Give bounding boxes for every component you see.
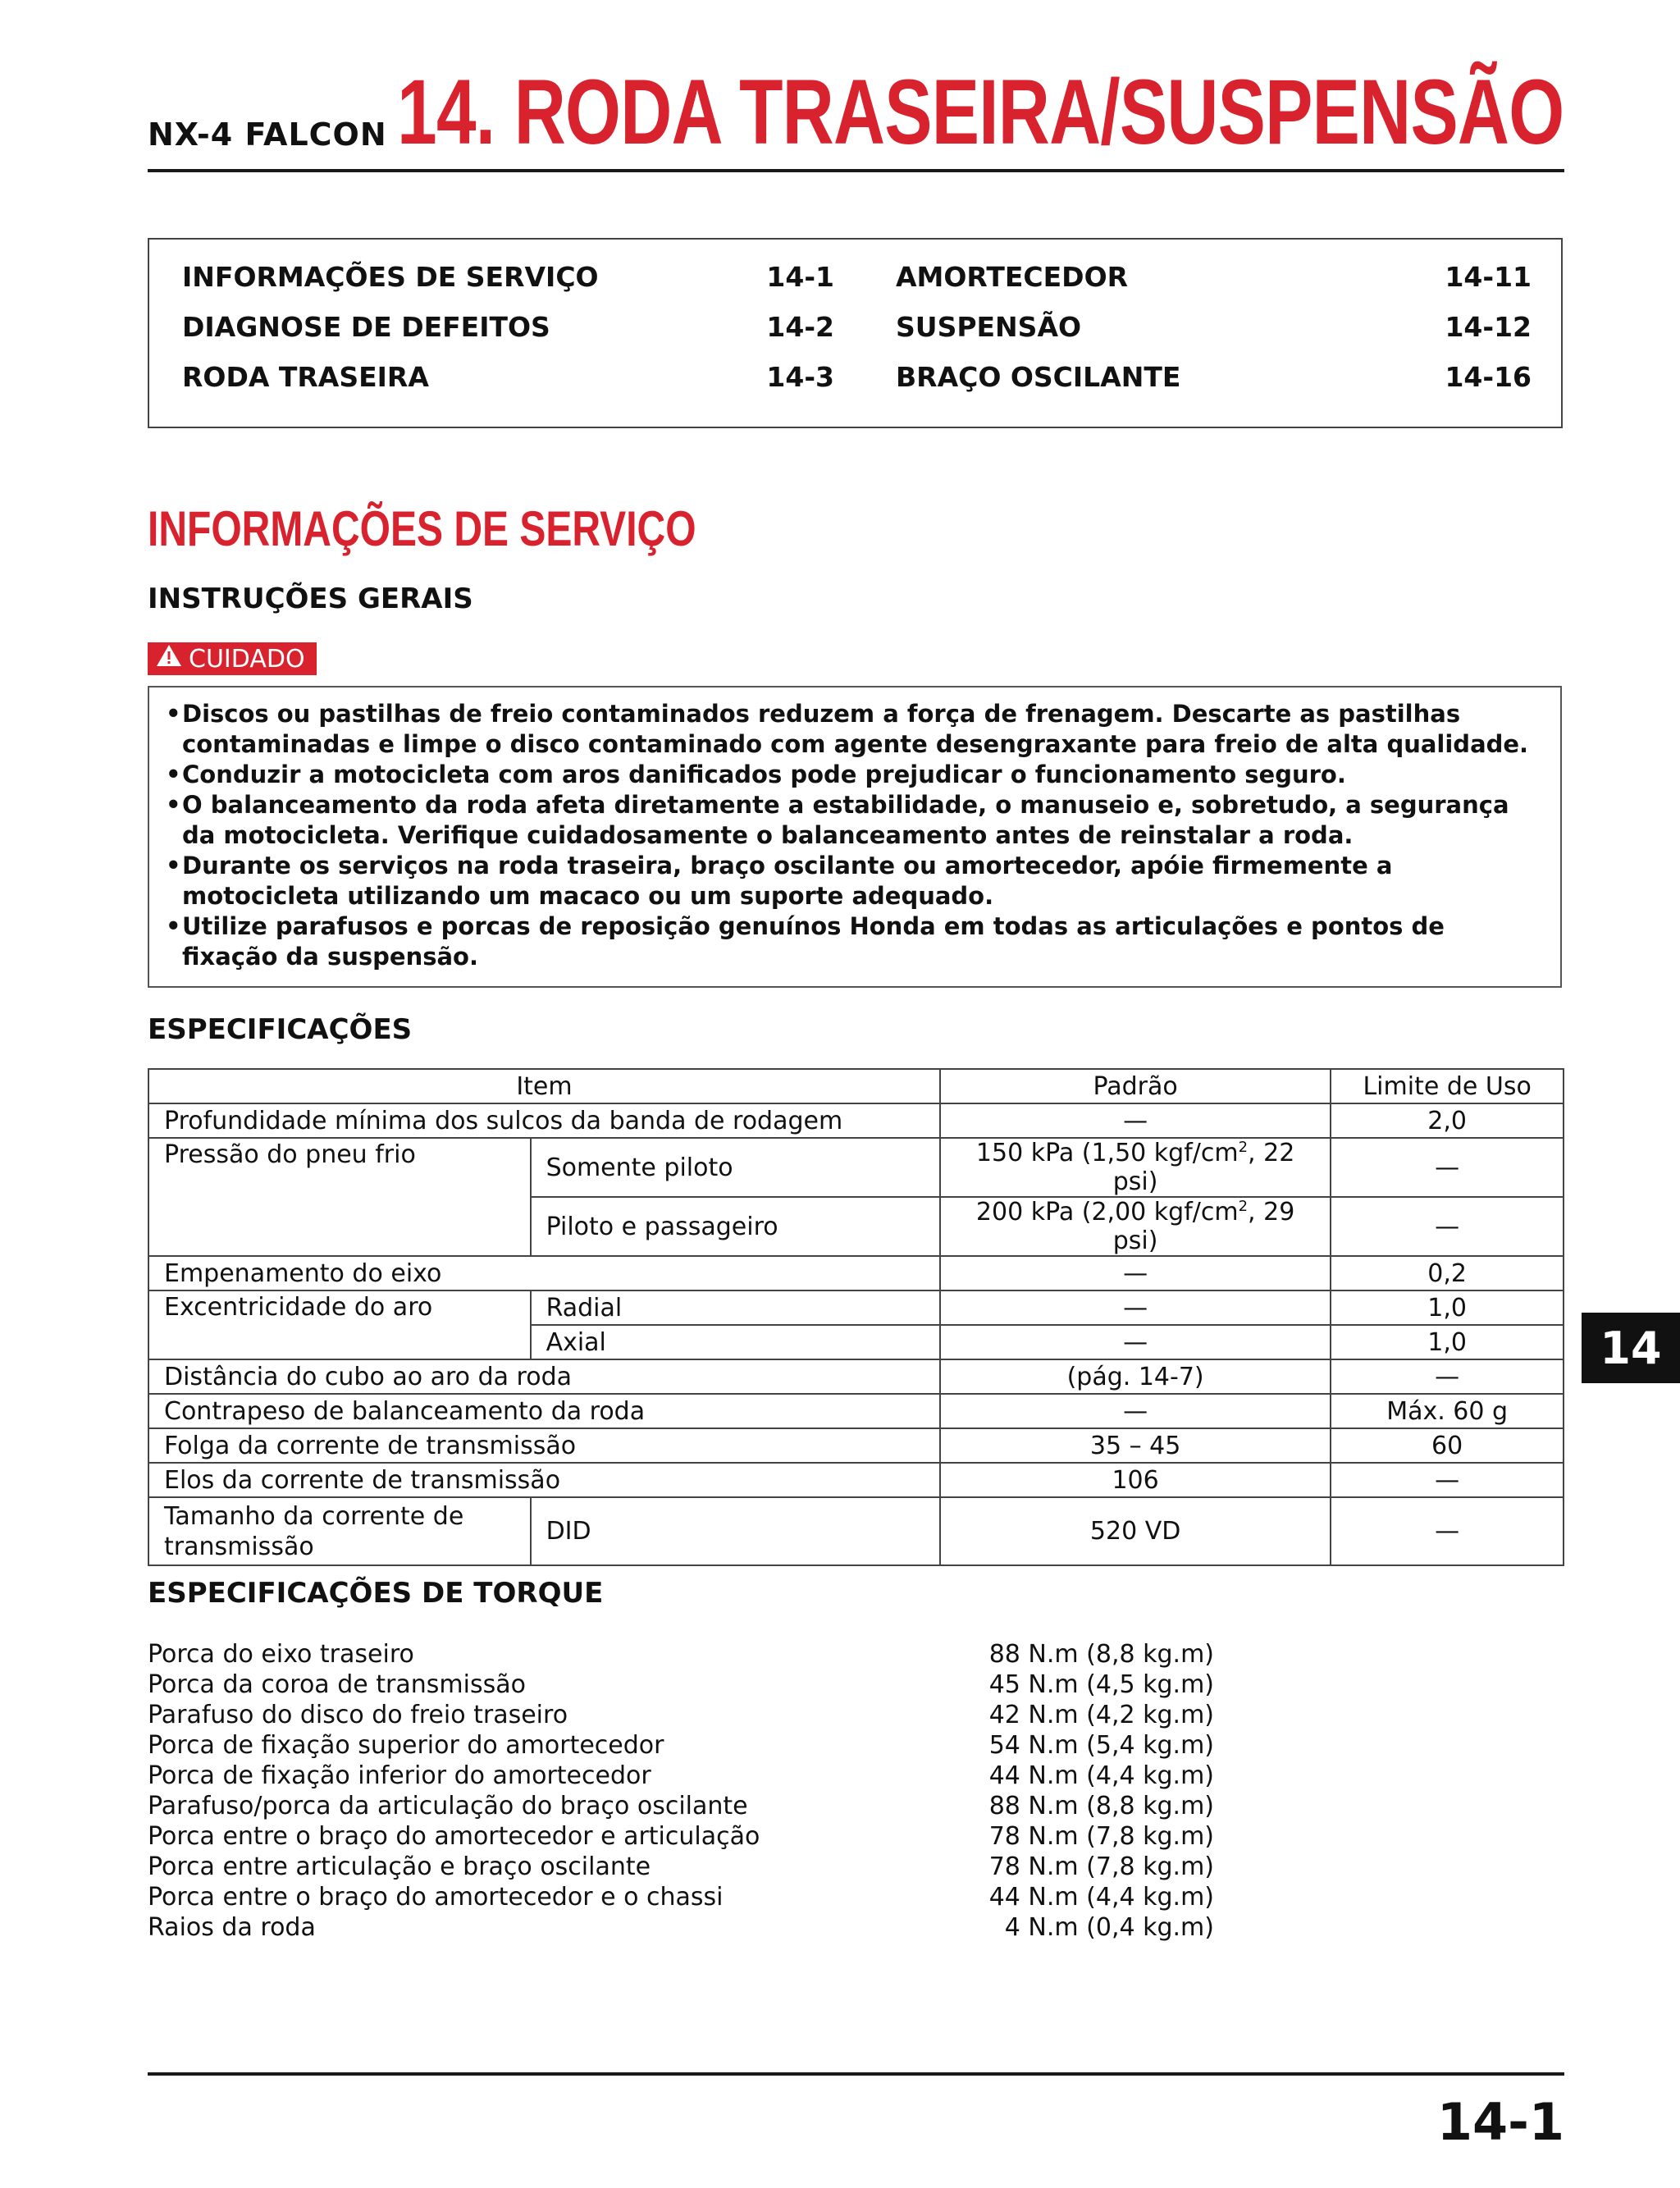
torque-value: 42 N.m (4,2 kg.m) [988, 1701, 1214, 1729]
model-name: NX-4 FALCON [148, 116, 387, 153]
toc-entry[interactable] [182, 311, 834, 361]
specifications-table [148, 1068, 1564, 1566]
toc-right-column [896, 261, 1532, 411]
caution-item-text: Utilize parafusos e porcas de reposição genuínos Honda em todas as articulações e pontos de fixação da suspensão. [182, 912, 1445, 971]
cell-limit: 2,0 [1331, 1103, 1564, 1138]
caution-item: • Conduzir a motocicleta com aros danificados pode prejudicar o funcionamento seguro. [166, 760, 1536, 790]
page-number: 14-1 [1436, 2092, 1564, 2152]
toc-entry-label: RODA TRASEIRA [182, 361, 429, 393]
toc-entry[interactable] [182, 361, 834, 411]
list-item [148, 1821, 1214, 1852]
toc-entry-page: 14-16 [1445, 361, 1532, 393]
caution-item-text: Discos ou pastilhas de freio contaminados reduzem a força de frenagem. Descarte as pastilhas contaminadas e limpe o disco contaminado com agente desengraxante para freio de alta qualidade. [182, 700, 1529, 758]
toc-entry-page: 14-2 [766, 311, 834, 343]
toc-entry-page: 14-1 [766, 261, 834, 293]
header-divider [148, 169, 1564, 172]
cell-standard: 200 kPa (2,00 kgf/$cm^2$, 29 psi) [940, 1197, 1331, 1256]
table-row [148, 1138, 1564, 1197]
table-row [148, 1497, 1564, 1565]
cell-limit: — [1331, 1197, 1564, 1256]
cell-limit: 1,0 [1331, 1290, 1564, 1325]
cell-subitem: Radial [531, 1290, 940, 1325]
list-item [148, 1639, 1214, 1670]
caution-item: • O balanceamento da roda afeta diretamente a estabilidade, o manuseio e, sobretudo, a segurança da motocicleta. Verifique cuidadosamente o balanceamento antes de reinstalar a roda. [166, 790, 1536, 851]
torque-label: Porca do eixo traseiro [148, 1640, 414, 1669]
cell-item: Profundidade mínima dos sulcos da banda de rodagem [148, 1103, 940, 1138]
torque-label: Parafuso/porca da articulação do braço oscilante [148, 1792, 748, 1820]
table-row [148, 1463, 1564, 1497]
list-item [148, 1912, 1214, 1943]
torque-value: 78 N.m (7,8 kg.m) [988, 1822, 1214, 1851]
caution-item: • Utilize parafusos e porcas de reposição genuínos Honda em todas as articulações e pontos de fixação da suspensão. [166, 911, 1536, 972]
list-item [148, 1882, 1214, 1912]
cell-item: Empenamento do eixo [148, 1256, 940, 1290]
cell-item: Distância do cubo ao aro da roda [148, 1359, 940, 1394]
torque-value: 44 N.m (4,4 kg.m) [988, 1761, 1214, 1790]
cell-limit: 0,2 [1331, 1256, 1564, 1290]
cell-standard: — [940, 1290, 1331, 1325]
section-title: INFORMAÇÕES DE SERVIÇO [148, 501, 696, 556]
table-row [148, 1359, 1564, 1394]
table-row [148, 1103, 1564, 1138]
header-standard: Padrão [940, 1069, 1331, 1103]
chapter-title: 14. RODA TRASEIRA/SUSPENSÃO [396, 61, 1564, 163]
cell-subitem: Somente piloto [531, 1138, 940, 1197]
toc-entry-label: BRAÇO OSCILANTE [896, 361, 1181, 393]
list-item [148, 1730, 1214, 1761]
caution-item-text: O balanceamento da roda afeta diretamente a estabilidade, o manuseio e, sobretudo, a segurança da motocicleta. Verifique cuidadosamente o balanceamento antes de reinstalar a roda. [182, 791, 1509, 849]
chapter-tab: 14 [1582, 1313, 1680, 1383]
torque-label: Porca entre o braço do amortecedor e o chassi [148, 1883, 724, 1912]
cell-limit: 60 [1331, 1428, 1564, 1463]
table-row [148, 1290, 1564, 1325]
caution-badge [148, 642, 317, 675]
table-of-contents [148, 238, 1563, 428]
torque-value: 88 N.m (8,8 kg.m) [988, 1640, 1214, 1669]
caution-box [148, 686, 1562, 988]
table-row [148, 1428, 1564, 1463]
torque-value: 45 N.m (4,5 kg.m) [988, 1670, 1214, 1699]
cell-standard: 106 [940, 1463, 1331, 1497]
torque-list [148, 1639, 1214, 1943]
cell-limit: — [1331, 1497, 1564, 1565]
cell-subitem: DID [531, 1497, 940, 1565]
toc-entry-page: 14-12 [1445, 311, 1532, 343]
caution-item: • Durante os serviços na roda traseira, braço oscilante ou amortecedor, apóie firmemente a motocicleta utilizando um macaco ou um suporte adequado. [166, 851, 1536, 911]
cell-limit: — [1331, 1359, 1564, 1394]
toc-entry-label: SUSPENSÃO [896, 311, 1082, 343]
torque-value: 4 N.m (0,4 kg.m) [1004, 1913, 1214, 1942]
cell-standard: — [940, 1103, 1331, 1138]
cell-limit: 1,0 [1331, 1325, 1564, 1359]
cell-standard: 35 – 45 [940, 1428, 1331, 1463]
cell-standard: — [940, 1325, 1331, 1359]
toc-entry[interactable] [896, 361, 1532, 411]
torque-label: Parafuso do disco do freio traseiro [148, 1701, 568, 1729]
general-instructions-heading: INSTRUÇÕES GERAIS [148, 582, 473, 615]
torque-value: 78 N.m (7,8 kg.m) [988, 1852, 1214, 1881]
list-item [148, 1852, 1214, 1882]
torque-label: Porca entre articulação e braço oscilante [148, 1852, 651, 1881]
toc-entry[interactable] [896, 311, 1532, 361]
cell-standard: 520 VD [940, 1497, 1331, 1565]
torque-label: Porca entre o braço do amortecedor e articulação [148, 1822, 760, 1851]
table-row [148, 1256, 1564, 1290]
torque-value: 44 N.m (4,4 kg.m) [988, 1883, 1214, 1912]
cell-item: Elos da corrente de transmissão [148, 1463, 940, 1497]
cell-subitem: Piloto e passageiro [531, 1197, 940, 1256]
cell-standard: 150 kPa (1,50 kgf/$cm^2$, 22 psi) [940, 1138, 1331, 1197]
cell-item: Excentricidade do aro [148, 1290, 531, 1359]
toc-entry-label: AMORTECEDOR [896, 261, 1129, 293]
caution-item-text: Conduzir a motocicleta com aros danificados pode prejudicar o funcionamento seguro. [182, 761, 1346, 788]
warning-triangle-icon [156, 644, 182, 674]
list-item [148, 1700, 1214, 1730]
header-item: Item [148, 1069, 940, 1103]
caution-item: • Discos ou pastilhas de freio contaminados reduzem a força de frenagem. Descarte as pastilhas contaminadas e limpe o disco contaminado com agente desengraxante para freio de alta qualidade. [166, 699, 1536, 760]
cell-standard: — [940, 1256, 1331, 1290]
toc-entry[interactable] [182, 261, 834, 311]
toc-entry[interactable] [896, 261, 1532, 311]
cell-item: Tamanho da corrente de transmissão [148, 1497, 531, 1565]
table-row [148, 1394, 1564, 1428]
cell-limit: — [1331, 1138, 1564, 1197]
toc-entry-page: 14-11 [1445, 261, 1532, 293]
list-item [148, 1670, 1214, 1700]
cell-standard: — [940, 1394, 1331, 1428]
torque-heading: ESPECIFICAÇÕES DE TORQUE [148, 1577, 604, 1610]
torque-label: Raios da roda [148, 1913, 316, 1942]
caution-label: CUIDADO [189, 644, 305, 674]
header-limit: Limite de Uso [1331, 1069, 1564, 1103]
torque-value: 88 N.m (8,8 kg.m) [988, 1792, 1214, 1820]
toc-left-column [182, 261, 834, 411]
torque-label: Porca de fixação superior do amortecedor [148, 1731, 664, 1760]
list-item [148, 1761, 1214, 1791]
cell-item: Pressão do pneu frio [148, 1138, 531, 1256]
toc-entry-label: INFORMAÇÕES DE SERVIÇO [182, 261, 599, 293]
footer-divider [148, 2072, 1564, 2076]
cell-subitem: Axial [531, 1325, 940, 1359]
toc-entry-page: 14-3 [766, 361, 834, 393]
cell-item: Contrapeso de balanceamento da roda [148, 1394, 940, 1428]
list-item [148, 1791, 1214, 1821]
cell-item: Folga da corrente de transmissão [148, 1428, 940, 1463]
torque-value: 54 N.m (5,4 kg.m) [988, 1731, 1214, 1760]
torque-label: Porca de fixação inferior do amortecedor [148, 1761, 651, 1790]
table-header-row [148, 1069, 1564, 1103]
cell-standard: (pág. 14-7) [940, 1359, 1331, 1394]
caution-item-text: Durante os serviços na roda traseira, braço oscilante ou amortecedor, apóie firmemente a motocicleta utilizando um macaco ou um suporte adequado. [182, 852, 1393, 910]
specifications-heading: ESPECIFICAÇÕES [148, 1013, 413, 1046]
toc-entry-label: DIAGNOSE DE DEFEITOS [182, 311, 550, 343]
cell-limit: — [1331, 1463, 1564, 1497]
torque-label: Porca da coroa de transmissão [148, 1670, 526, 1699]
cell-limit: Máx. 60 g [1331, 1394, 1564, 1428]
